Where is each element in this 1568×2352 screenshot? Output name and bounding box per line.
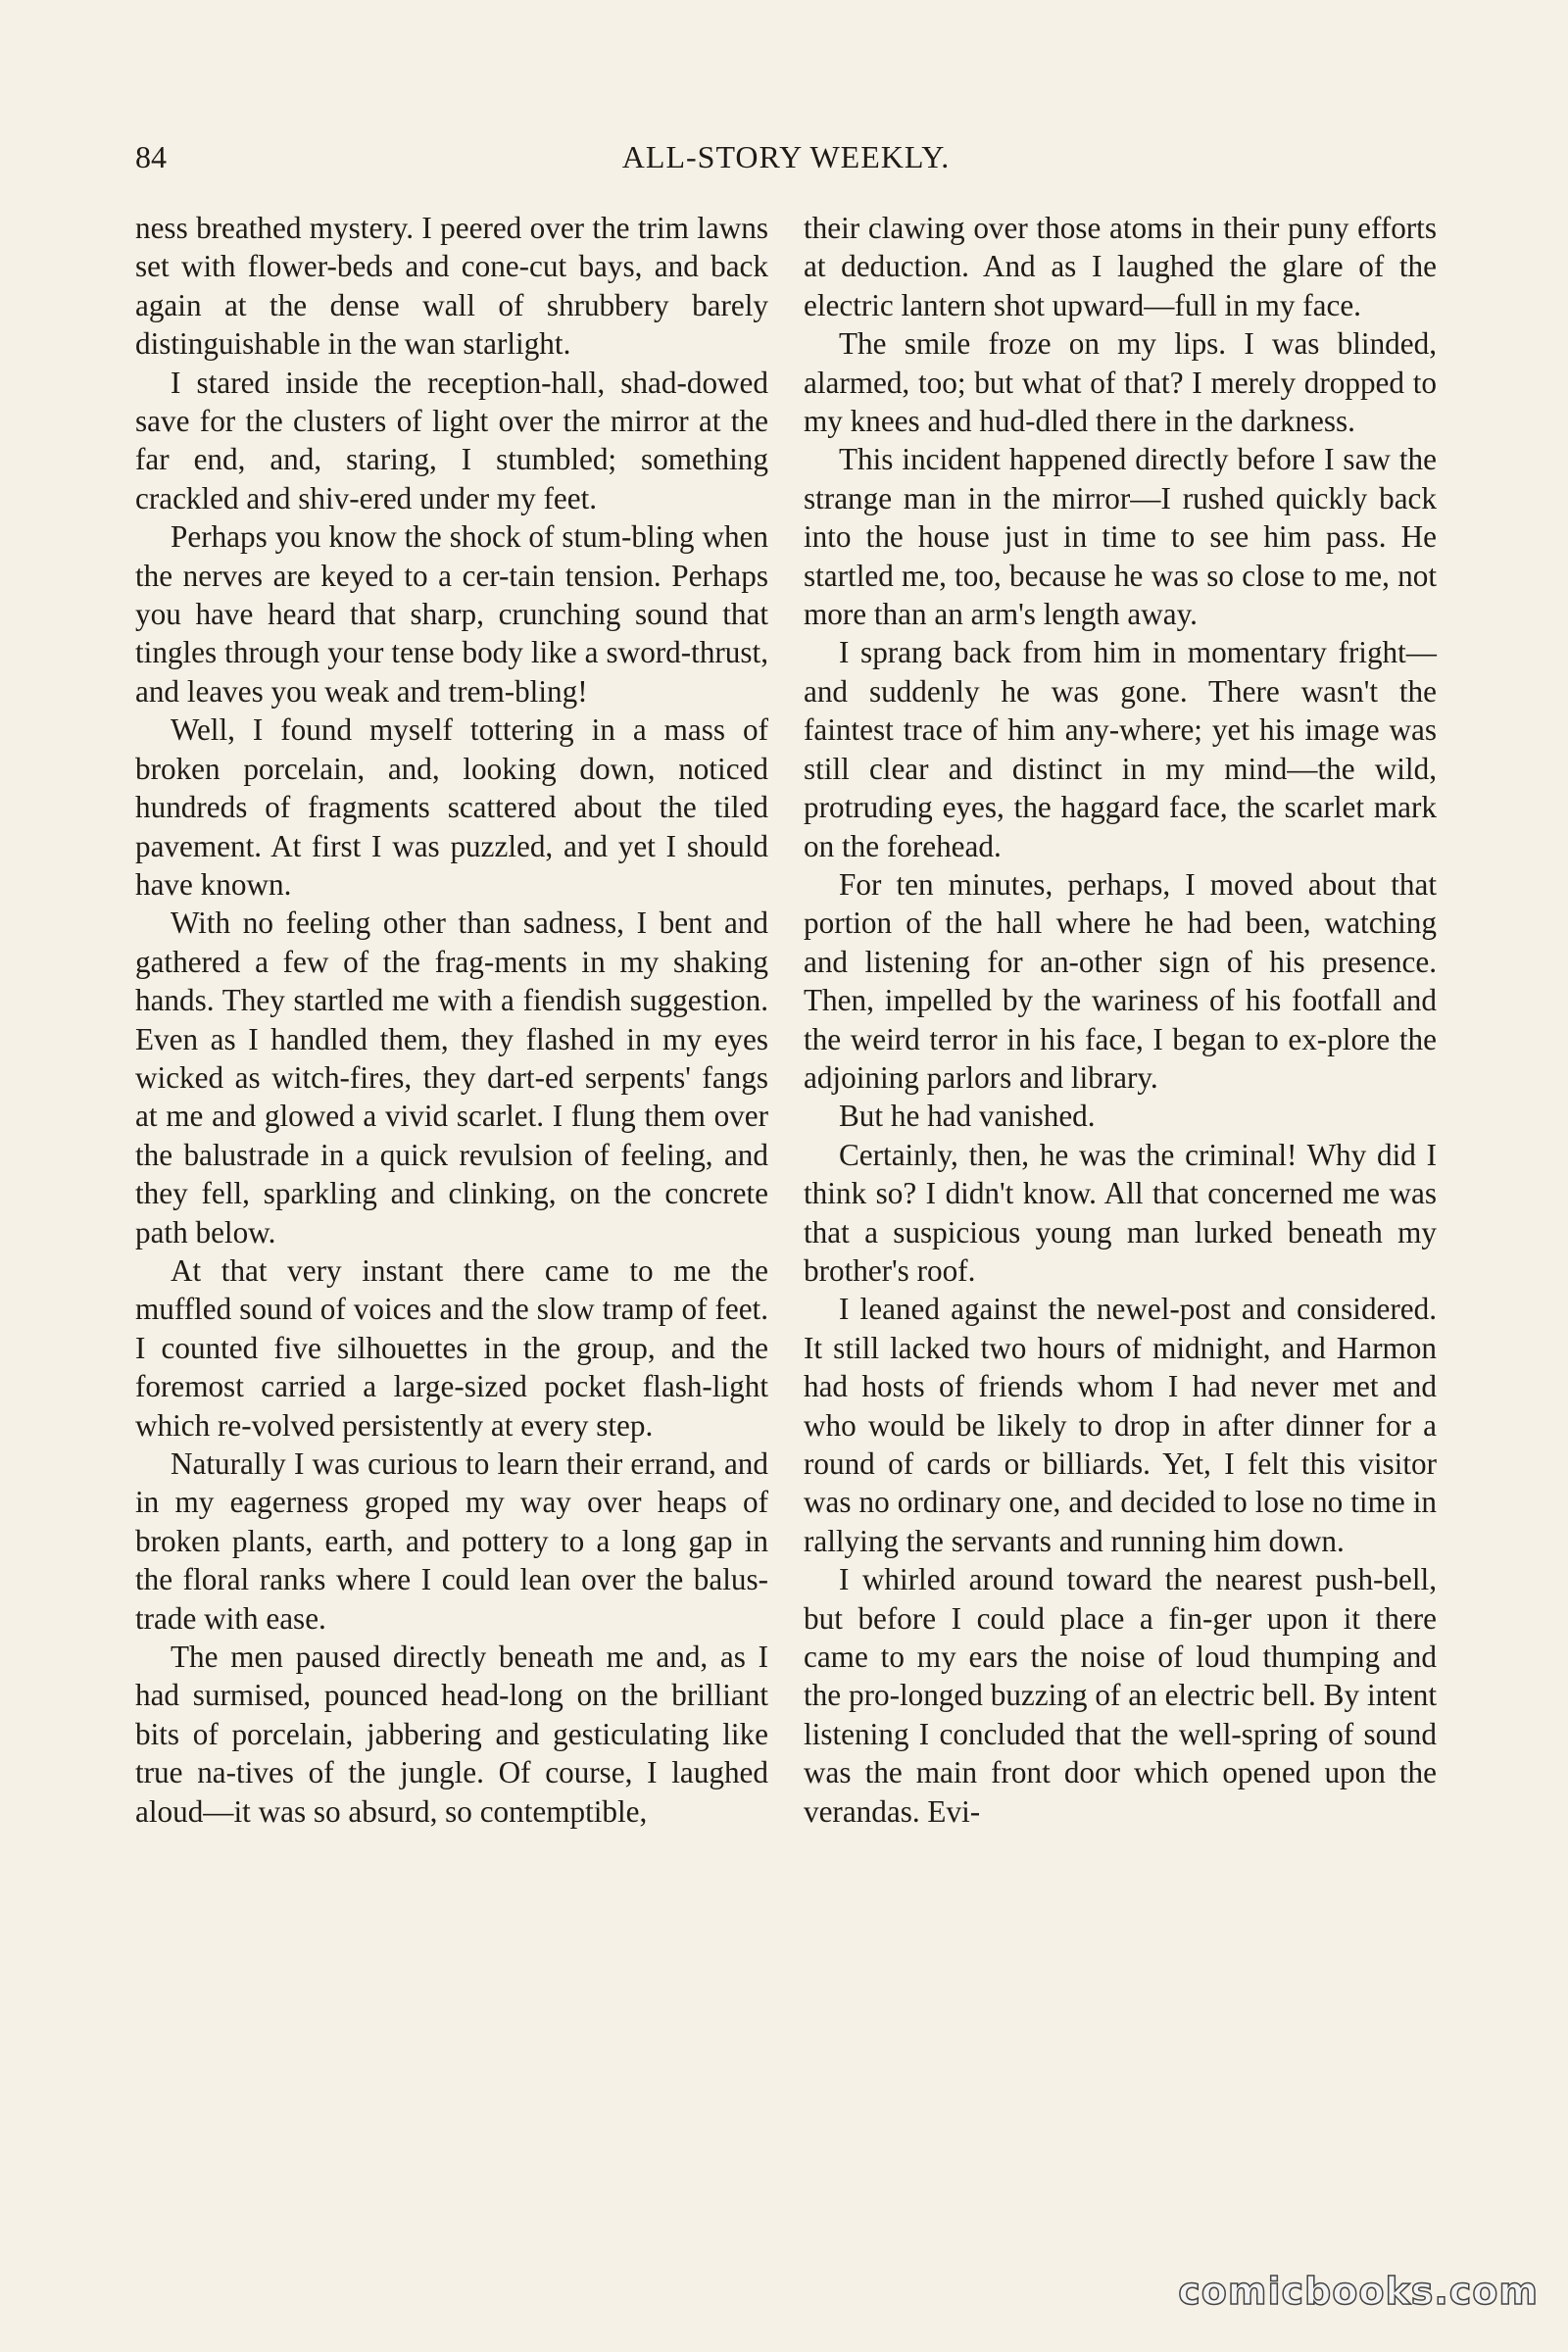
paragraph: Certainly, then, he was the criminal! Why did I think so? I didn't know. All that concerned me was that a suspicious young man lurked beneath my brother's roof. bbox=[804, 1137, 1437, 1288]
left-column bbox=[135, 209, 768, 1831]
paragraph: The smile froze on my lips. I was blinded, alarmed, too; but what of that? I merely dropped to my knees and hud-dled there in the darkness. bbox=[804, 326, 1437, 439]
paragraph: This incident happened directly before I saw the strange man in the mirror—I rushed quickly back into the house just in time to see him pass. He startled me, too, because he was so close to me, not more than an arm's length away. bbox=[804, 442, 1437, 632]
running-head: ALL-STORY WEEKLY. bbox=[621, 139, 951, 174]
page-header bbox=[135, 137, 1437, 176]
paragraph: Well, I found myself tottering in a mass of broken porcelain, and, looking down, noticed hundreds of fragments scattered about the tiled pavement. At first I was puzzled, and yet I should have known. bbox=[135, 712, 768, 902]
paragraph: For ten minutes, perhaps, I moved about that portion of the hall where he had been, watching and listening for an-other sign of his presence. Then, impelled by the wariness of his footfall and the weird terror in his face, I began to ex-plore the adjoining parlors and library. bbox=[804, 866, 1437, 1095]
paragraph: I leaned against the newel-post and considered. It still lacked two hours of midnight, and Harmon had hosts of friends whom I had never met and who would be likely to drop in after dinner for a round of cards or billiards. Yet, I felt this visitor was no ordinary one, and decided to lose no time in rallying the servants and running him down. bbox=[804, 1292, 1437, 1558]
paragraph: their clawing over those atoms in their puny efforts at deduction. And as I laughed the glare of the electric lantern shot upward—full in my face. bbox=[804, 211, 1437, 322]
paragraph: The men paused directly beneath me and, as I had surmised, pounced head-long on the brilliant bits of porcelain, jabbering and gesticulating like true na-tives of the jungle. Of course, I laughed aloud—it was so absurd, so contemptible, bbox=[135, 1640, 768, 1829]
paragraph: Perhaps you know the shock of stum-bling when the nerves are keyed to a cer-tain tension. Perhaps you have heard that sharp, crunching sound that tingles through your tense body like a sword-thrust, and leaves you weak and trem-bling! bbox=[135, 519, 768, 709]
paragraph: Naturally I was curious to learn their errand, and in my eagerness groped my way over heaps of broken plants, earth, and pottery to a long gap in the floral ranks where I could lean over the balus-trade with ease. bbox=[135, 1446, 768, 1636]
paragraph: At that very instant there came to me the muffled sound of voices and the slow tramp of feet. I counted five silhouettes in the group, and the foremost carried a large-sized pocket flash-light which re-volved persistently at every step. bbox=[135, 1252, 768, 1443]
paragraph: ness breathed mystery. I peered over the trim lawns set with flower-beds and cone-cut bays, and back again at the dense wall of shrubbery barely distinguishable in the wan starlight. bbox=[135, 211, 768, 362]
watermark: comicbooks.com bbox=[1178, 2270, 1539, 2313]
right-column bbox=[804, 209, 1437, 1831]
paragraph: With no feeling other than sadness, I bent and gathered a few of the frag-ments in my shaking hands. They startled me with a fiendish suggestion. Even as I handled them, they flashed in my eyes wicked as witch-fires, they dart-ed serpents' fangs at me and glowed a vivid scarlet. I flung them over the balustrade in a quick revulsion of feeling, and they fell, sparkling and clinking, on the concrete path below. bbox=[135, 906, 768, 1250]
paragraph: I stared inside the reception-hall, shad-dowed save for the clusters of light over the mirror at the far end, and, staring, I stumbled; something crackled and shiv-ered under my feet. bbox=[135, 365, 768, 515]
paragraph: I whirled around toward the nearest push-bell, but before I could place a fin-ger upon it there came to my ears the noise of loud thumping and the pro-longed buzzing of an electric bell. By intent listening I concluded that the well-spring of sound was the main front door which opened upon the verandas. Evi- bbox=[804, 1562, 1437, 1829]
page-number: 84 bbox=[135, 139, 167, 174]
paragraph: I sprang back from him in momentary fright—and suddenly he was gone. There wasn't the faintest trace of him any-where; yet his image was still clear and distinct in my mind—the wild, protruding eyes, the haggard face, the scarlet mark on the forehead. bbox=[804, 635, 1437, 863]
paragraph: But he had vanished. bbox=[839, 1099, 1096, 1134]
